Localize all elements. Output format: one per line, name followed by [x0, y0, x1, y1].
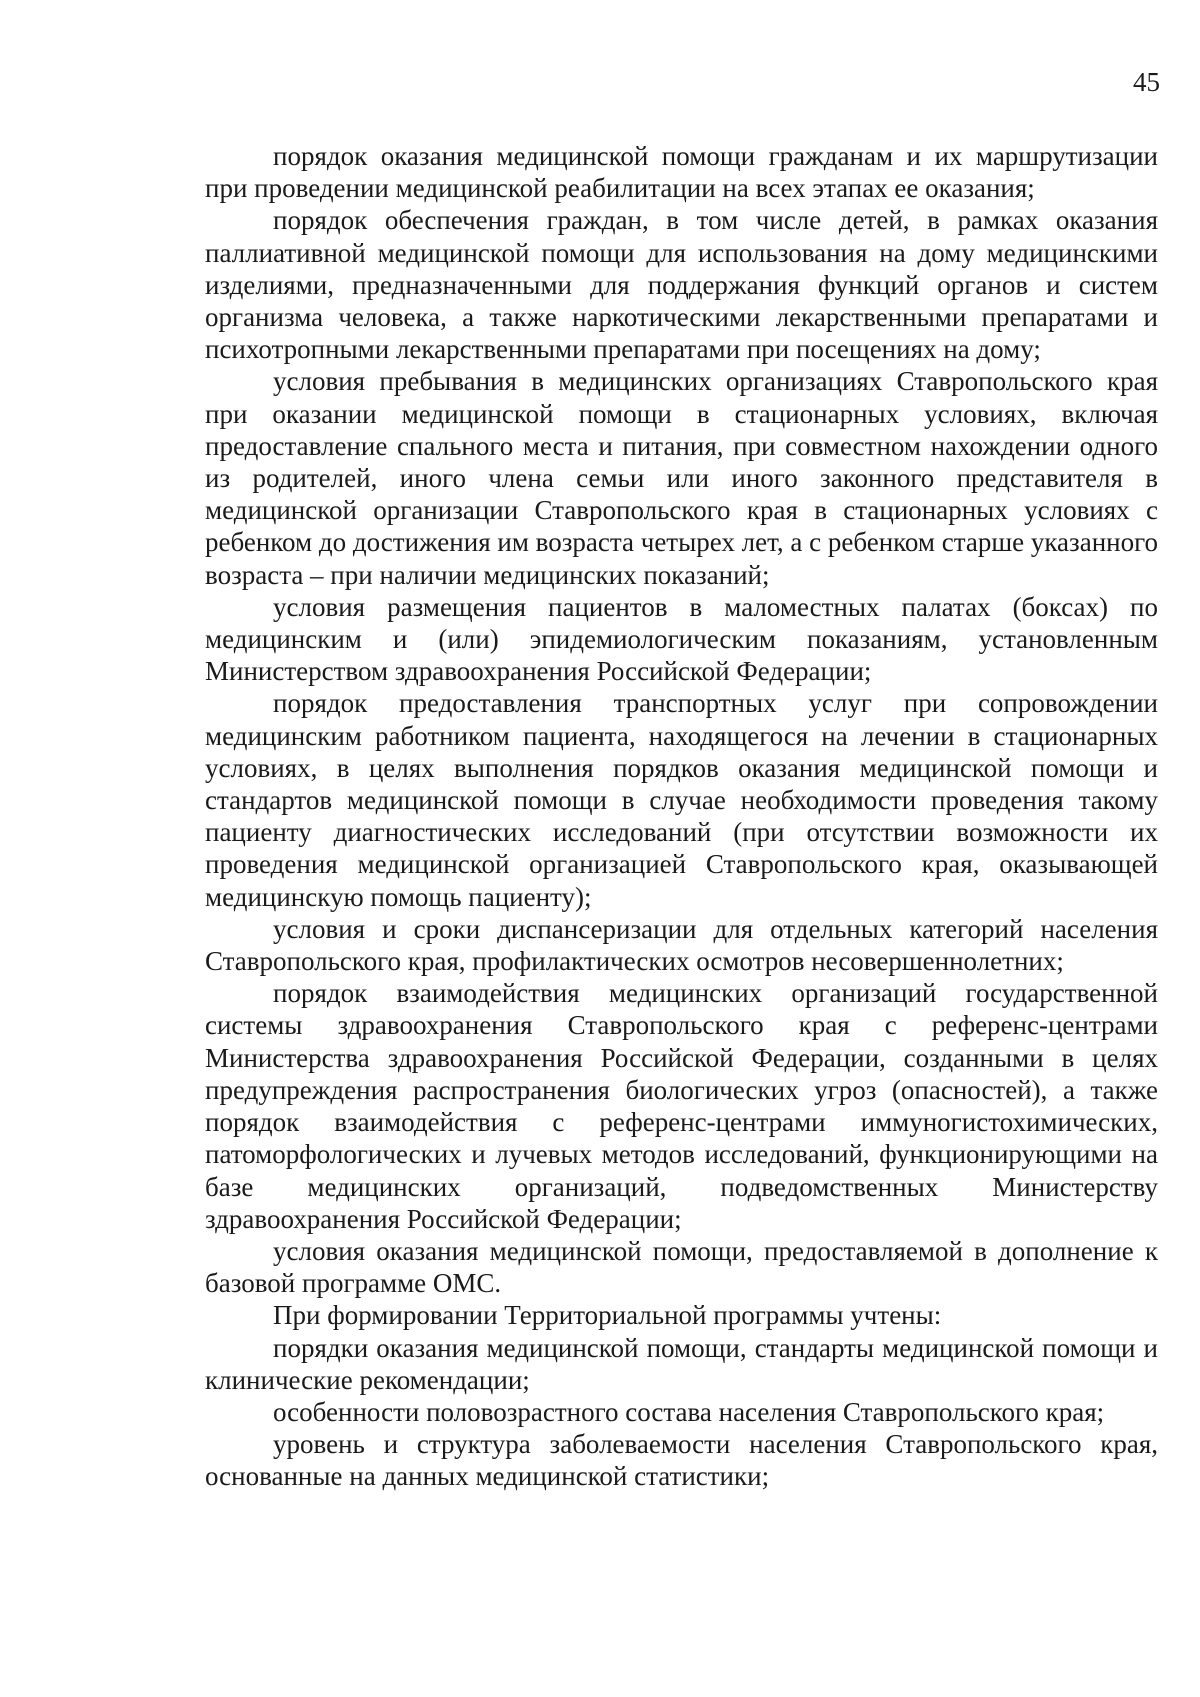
paragraph-additional-care: условия оказания медицинской помощи, предоставляемой в дополнение к базовой программе ОМС.	[205, 1235, 1158, 1299]
paragraph-palliative-care: порядок обеспечения граждан, в том числе детей, в рамках оказания паллиативной медицинской помощи для использования на дому медицинскими изделиями, предназначенными для поддержания функций органов и систем организма человека, а также наркотическими лекарственными препаратами и психотропными лекарственными препаратами при посещениях на дому;	[205, 205, 1158, 365]
paragraph-dispensary-examination: условия и сроки диспансеризации для отдельных категорий населения Ставропольского края, профилактических осмотров несовершеннолетних;	[205, 913, 1158, 977]
paragraph-population-structure: особенности половозрастного состава населения Ставропольского края;	[273, 1396, 1105, 1427]
page-number: 45	[1133, 67, 1160, 97]
paragraph-program-considerations-intro: При формировании Территориальной программы учтены:	[273, 1300, 942, 1331]
paragraph-transport-services: порядок предоставления транспортных услуг при сопровождении медицинским работником пациента, находящегося на лечении в стационарных условиях, в целях выполнения порядков оказания медицинской помощи и стандартов медицинской помощи в случае необходимости проведения такому пациенту диагностических исследований (при отсутствии возможности их проведения медицинской организацией Ставропольского края, оказывающей медицинскую помощь пациенту);	[205, 688, 1158, 912]
paragraph-rehabilitation-routing: порядок оказания медицинской помощи гражданам и их маршрутизации при проведении медицинской реабилитации на всех этапах ее оказания;	[205, 141, 1158, 204]
paragraph-reference-centers: порядок взаимодействия медицинских организаций государственной системы здравоохранения Ставропольского края с референс-центрами Министерства здравоохранения Российской Федерации, созданными в целях предупреждения распространения биологических угроз (опасностей), а также порядок взаимодействия с референс-центрами иммуногистохимических, патоморфологических и лучевых методов исследований, функционирующими на базе медицинских организаций, подведомственных Министерству здравоохранения Российской Федерации;	[205, 978, 1158, 1234]
paragraph-small-ward-placement: условия размещения пациентов в маломестных палатах (боксах) по медицинским и (или) эпидемиологическим показаниям, установленным Министерством здравоохранения Российской Федерации;	[205, 591, 1158, 687]
paragraph-hospital-stay-conditions: условия пребывания в медицинских организациях Ставропольского края при оказании медицинской помощи в стационарных условиях, включая предоставление спального места и питания, при совместном нахождении одного из родителей, иного члена семьи или иного законного представителя в медицинской организации Ставропольского края в стационарных условиях с ребенком до достижения им возраста четырех лет, а с ребенком старше указанного возраста – при наличии медицинских показаний;	[205, 366, 1158, 590]
paragraph-care-standards: порядки оказания медицинской помощи, стандарты медицинской помощи и клинические рекомендации;	[205, 1332, 1158, 1395]
paragraph-morbidity-structure: уровень и структура заболеваемости населения Ставропольского края, основанные на данных медицинской статистики;	[205, 1429, 1158, 1492]
document-body	[205, 140, 1158, 1493]
